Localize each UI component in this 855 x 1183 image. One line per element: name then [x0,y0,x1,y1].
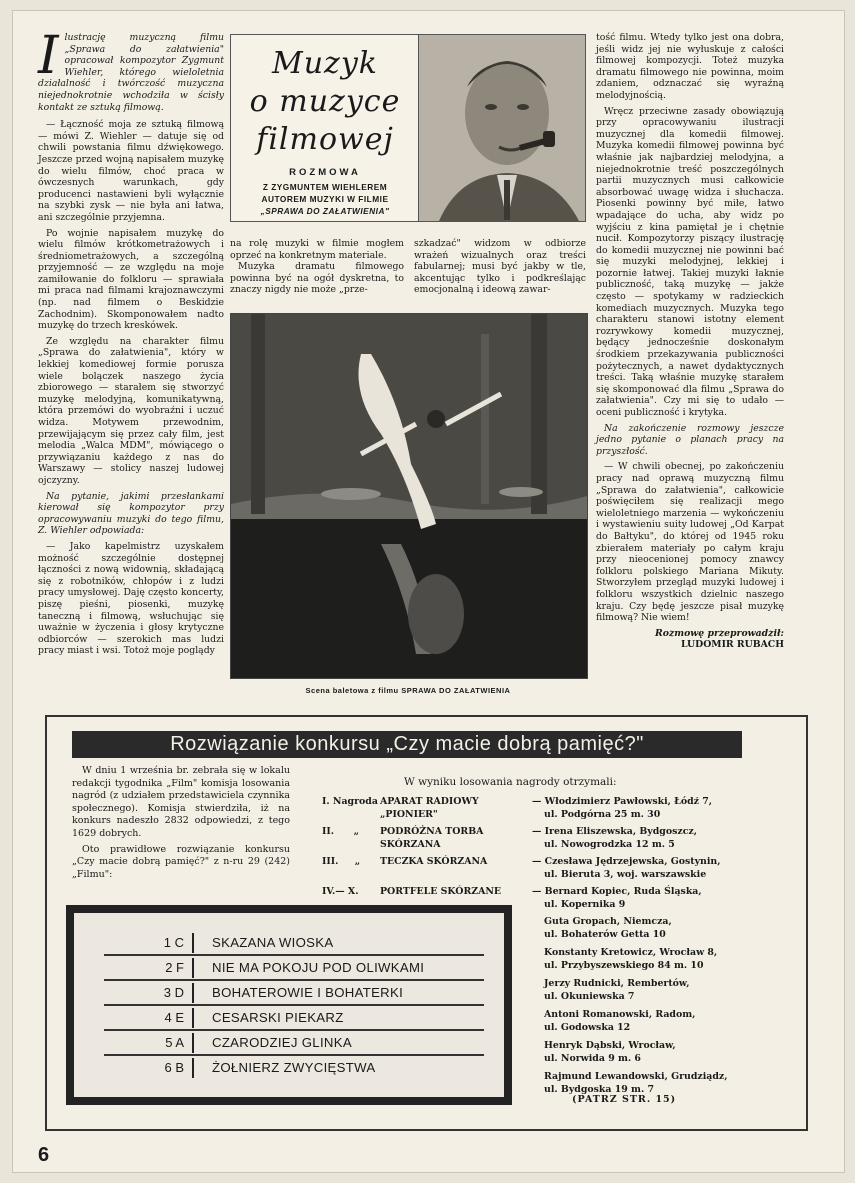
answer-code: 4 E [164,1010,184,1025]
photo-caption: Scena baletowa z filmu SPRAWA DO ZAŁATWIENIA [305,686,511,695]
prize-item-2: SKÓRZANA [380,839,441,850]
answer-title: ŻOŁNIERZ ZWYCIĘSTWA [212,1060,376,1075]
prize-rank: I. Nagroda [322,796,378,807]
prize-winner: — Bernard Kopiec, Ruda Śląska, [532,886,702,897]
quiz-intro [72,765,290,884]
paragraph: — Jako kapelmistrz uzyskałem możność szczególnie dostępnej łączności z nową widownią, składającą się z robotników, chłopów i z ludzi pracy umysłowej. Daję często koncerty, piszę pieśni, piosenki, muzykę taneczną i filmową, wsłuchując się uważnie w życzenia i głosy krytyczne odbiorców — szerokich mas ludzi pracy miast i wsi. Totoż moje poglądy [38,540,224,657]
question-paragraph: Na pytanie, jakimi przesłankami kierował się kompozytor przy opracowywaniu muzyki do tego filmu, Z. Wiehler odpowiada: [38,490,224,537]
prize-item: PORTFELE SKÓRZANE [380,886,502,897]
paragraph: Muzyka dramatu filmowego powinna być na ogół dyskretna, to znaczy nigdy nie może „prze- [230,261,404,296]
article-column-3 [414,238,586,300]
answer-separator [192,958,194,978]
title-line-3: filmowej [256,122,394,157]
interviewer-name: LUDOMIR RUBACH [681,639,784,651]
answer-row [74,1006,504,1030]
portrait-illustration [419,35,585,221]
winner-entry: Henryk Dąbski, Wrocław, ul. Norwida 9 m. 6 [544,1040,676,1064]
prize-rank: IV.— X. [322,886,359,897]
prize-item: APARAT RADIOWY [380,796,479,807]
prize-rank: III. „ [322,856,361,867]
see-page-note: (PATRZ STR. 15) [572,1094,677,1105]
magazine-page [12,10,845,1173]
prize-winner-address: ul. Podgórna 25 m. 30 [544,809,661,820]
answer-code: 2 F [165,960,184,975]
answer-separator [192,1033,194,1053]
more-winners-list [544,916,764,1102]
prize-rank: II. „ [322,826,360,837]
title-line-1: Muzyk [272,46,378,81]
prize-winner-address: ul. Kopernika 9 [544,899,626,910]
answer-code: 1 C [163,935,184,950]
article-column-4 [596,32,784,651]
paragraph: Wręcz przeciwne zasady obowiązują przy opracowywaniu ilustracji muzycznej dla komedii filmowej. Muzyka komedii filmowej powinna być właśnie jak najbardziej melodyjna, a niejednokrotnie treść poszczególnych partii muzycznych musi całkowicie absorbować uwagę widza i słuchacza. Piosenki powinny być miłe, łatwo wpadające do ucha, aby widz po wyjściu z kina pamiętał je i chętnie nucił. Kompozytorzy piszący ilustrację do komedii muzycznej nie powinni bać się muzyki melodyjnej, lekkiej i pozornie łatwej. Takiej muzyki łaknie publiczność, taką muzykę — jakże często — spotykamy w radzieckich komediach muzycznych. Muzyka tego charakteru stanowi istotny element rozrywkowy komedii muzycznej, będący jednocześnie doskonałym środkiem przekazywania publiczności pożytecznych, a nawet dydaktycznych treści. Taką właśnie muzykę starałem się skomponować dla filmu „Sprawa do załatwienia". Czy mi się to udało — oceni publiczność i krytyka. [596,105,784,418]
intro-paragraph: Ilustrację muzyczną filmu „Sprawa do załatwienia" opracował kompozytor Zygmunt Wiehler, którego wieloletnia działalność i twórczość muzyczna niejednokrotnie wchodziła w ścisły kontakt ze sztuką filmową. [38,26,224,113]
prize-winner: — Irena Eliszewska, Bydgoszcz, [532,826,697,837]
prize-item: PODRÓŻNA TORBA [380,826,484,837]
winners-header: W wyniku losowania nagrody otrzymali: [404,776,617,788]
article-column-2 [230,238,404,300]
prize-winner-address: ul. Bieruta 3, woj. warszawskie [544,869,707,880]
quiz-paragraph: W dniu 1 września br. zebrała się w lokalu redakcji tygodnika „Film" komisja losowania nagród (z udziałem przedstawiciela czynnika społecznego). Komisja stwierdziła, iż na konkurs nadeszło 2832 odpowiedzi, z tego 1629 dobrych. [72,765,290,839]
answer-row [74,956,504,980]
answer-code: 3 D [163,985,184,1000]
title-sub-2: AUTOREM MUZYKI W FILMIE [261,194,389,204]
paragraph: na rolę muzyki w filmie mogłem oprzeć na konkretnym materiale. [230,238,404,261]
winner-entry: Jerzy Rudnicki, Rembertów, ul. Okuniewska 7 [544,978,690,1002]
title-box [230,34,420,222]
ballet-photo [230,313,588,679]
answer-title: CESARSKI PIEKARZ [212,1010,344,1025]
article-column-1 [38,26,224,661]
prize-winner-address: ul. Nowogrodzka 12 m. 5 [544,839,675,850]
answer-title: NIE MA POKOJU POD OLIWKAMI [212,960,425,975]
answer-code: 5 A [165,1035,184,1050]
winner-entry: Antoni Romanowski, Radom, ul. Godowska 12 [544,1009,696,1033]
paragraph: — Łączność moja ze sztuką filmową — mówi Z. Wiehler — datuje się od chwili powstania filmu dźwiękowego. Jeszcze przed wojną napisałem muzykę do wielu filmów, choć praca w ówczesnych warunkach, gdy producenci nastawieni byli wyłącznie na szybki zysk — nie była ani łatwa, ani szczególnie przyjemna. [38,119,224,223]
answer-row [74,1056,504,1080]
paragraph: szkadzać" widzom w odbiorze wrażeń wizualnych oraz treści fabularnej; musi być jakby w tle, akcentując tylko i podkreślając emocjonalną i ideową zawar- [414,238,586,296]
answer-row [74,981,504,1005]
answer-separator [192,933,194,953]
title-sub-3: „SPRAWA DO ZAŁATWIENIA" [260,206,390,216]
ballet-scene-illustration [231,314,587,678]
prize-winner: — Czesława Jędrzejewska, Gostynin, [532,856,721,867]
paragraph: tość filmu. Wtedy tylko jest ona dobra, jeśli widz jej nie wyłuskuje z całości filmowej kompozycji. Toteż muzyka dramatu filmowego nie powinna, moim zdaniem, odznaczać się wyraźną melodyjnością. [596,32,784,101]
prize-item: TECZKA SKÓRZANA [380,856,488,867]
paragraph: Po wojnie napisałem muzykę do wielu filmów krótkometrażowych i średniometrażowych, a szczególną przyjemność — ze względu na moje zamiłowanie do folkloru — sprawiała mi praca nad filmami krajoznawczymi (np. nad filmem o Beskidzie Zachodnim). Skomponowałem nadto muzykę do trzech kreskówek. [38,227,224,332]
page-number: 6 [38,1144,50,1166]
title-sub-1: Z ZYGMUNTEM WIEHLEREM [262,182,388,192]
prize-item-2: „PIONIER" [380,809,438,820]
interviewer-label: Rozmowę przeprowadził: [655,627,784,639]
answer-separator [192,1008,194,1028]
quiz-banner: Rozwiązanie konkursu „Czy macie dobrą pamięć?" [72,731,742,758]
drop-cap: I [38,26,59,86]
answer-title: SKAZANA WIOSKA [212,935,334,950]
winner-entry: Konstanty Kretowicz, Wrocław 8, ul. Przybyszewskiego 84 m. 10 [544,947,718,971]
answers-box [66,905,512,1105]
paragraph: — W chwili obecnej, po zakończeniu pracy nad oprawą muzyczną filmu „Sprawa do załatwienia", całkowicie poświęciłem się realizacji mego wieloletniego marzenia — wykończeniu i wystawieniu suity ludowej „Od Karpat do Bałtyku", do której od 1945 roku zbierałem materiały po całym kraju przy nieocenionej pomocy znawcy folkloru polskiego Mariana Mikuty. Stworzyłem przegląd muzyki ludowej i folkloru wszystkich dzielnic naszego kraju. Czy będę jeszcze pisał muzykę filmową? Nie wiem! [596,461,784,624]
answer-row [74,931,504,955]
portrait-photo [418,34,586,222]
answer-separator [192,983,194,1003]
winner-entry: Rajmund Lewandowski, Grudziądz, ul. Bydgoska 19 m. 7 [544,1071,728,1095]
title-kicker: ROZMOWA [289,167,361,178]
answer-separator [192,1058,194,1078]
answers-panel [74,913,504,1097]
quiz-paragraph: Oto prawidłowe rozwiązanie konkursu „Czy macie dobrą pamięć?" z n-ru 29 (242) „Filmu": [72,843,290,880]
answer-code: 6 B [164,1060,184,1075]
winner-entry: Guta Gropach, Niemcza, ul. Bohaterów Getta 10 [544,916,672,940]
answer-row [74,1031,504,1055]
question-paragraph: Na zakończenie rozmowy jeszcze jedno pytanie o planach pracy na przyszłość. [596,422,784,457]
title-line-2: o muzyce [249,84,401,119]
answer-title: BOHATEROWIE I BOHATERKI [212,985,404,1000]
paragraph: Ze względu na charakter filmu „Sprawa do załatwienia", który w lekkiej komediowej formie porusza wiele bolączek naszego życia zbiorowego — starałem się stworzyć muzykę melodyjną, komunikatywną, która przemówi do wyobraźni i uczuć widza. Motywem przewodnim, przewijającym się przez cały film, jest melodia „Walca MDM", mówiącego o przywiązaniu każdego z nas do Warszawy — stolicy naszej ludowej ojczyzny. [38,335,224,486]
answer-title: CZARODZIEJ GLINKA [212,1035,352,1050]
prize-winner: — Włodzimierz Pawłowski, Łódź 7, [532,796,713,807]
